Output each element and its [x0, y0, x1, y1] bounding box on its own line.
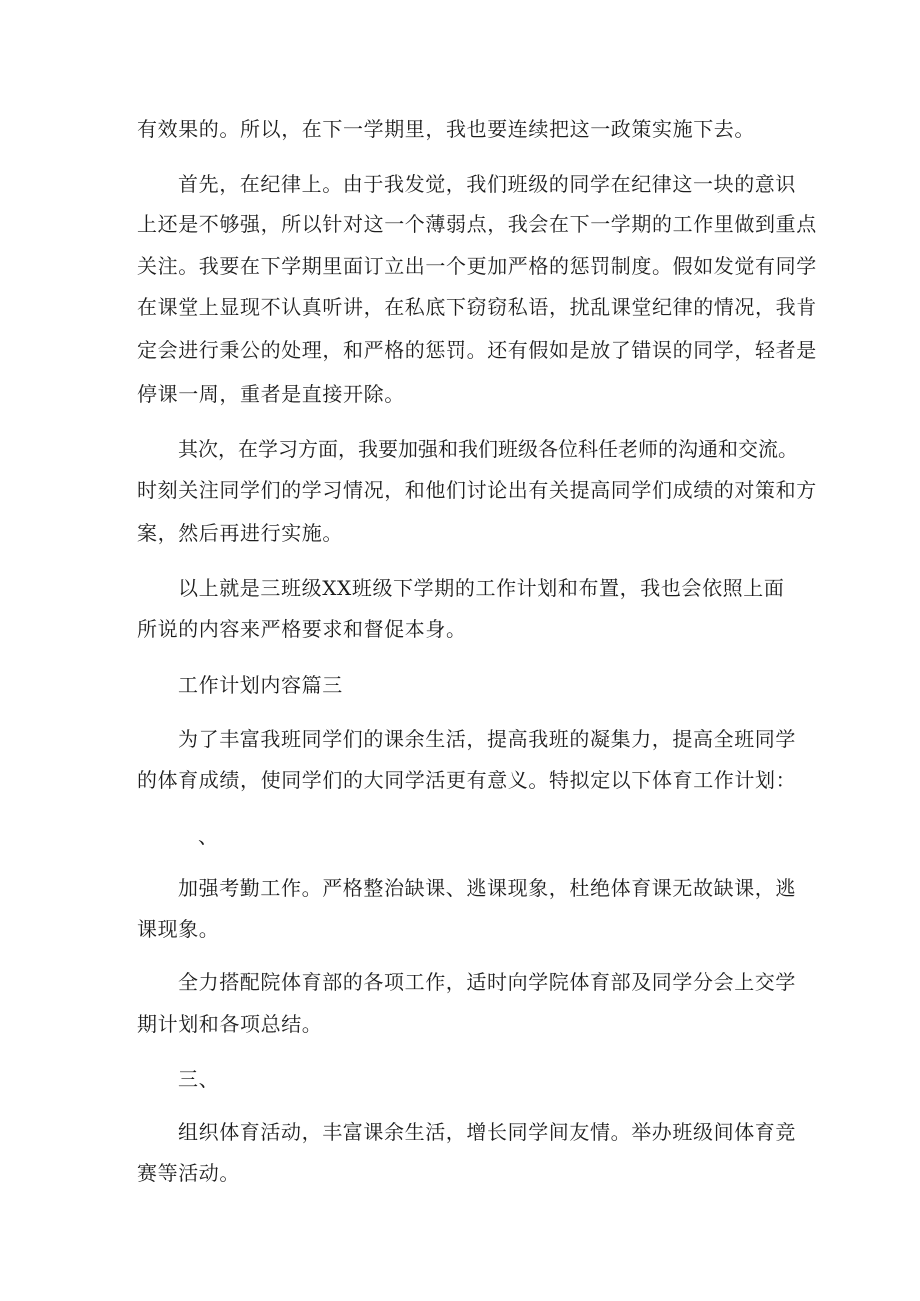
text-line: 关注。我要在下学期里面订立出一个更加严格的惩罚制度。假如发觉有同学 — [137, 254, 817, 278]
text-line: 案，然后再进行实施。 — [137, 521, 343, 545]
list-marker: 三、 — [178, 1067, 220, 1091]
text-line: 以上就是三班级XX班级下学期的工作计划和布置，我也会依照上面 — [178, 576, 785, 600]
text-line: 停课一周，重者是直接开除。 — [137, 382, 405, 406]
text-line: 首先，在纪律上。由于我发觉，我们班级的同学在纪律这一块的意识 — [178, 172, 796, 196]
text-line: 上还是不够强，所以针对这一个薄弱点，我会在下一学期的工作里做到重点 — [137, 212, 817, 236]
text-line: 期计划和各项总结。 — [137, 1012, 323, 1036]
text-line: 的体育成绩，使同学们的大同学活更有意义。特拟定以下体育工作计划： — [137, 768, 797, 792]
text-line: 有效果的。所以，在下一学期里，我也要连续把这一政策实施下去。 — [137, 117, 755, 141]
text-line: 时刻关注同学们的学习情况，和他们讨论出有关提高同学们成绩的对策和方 — [137, 478, 817, 502]
text-line: 在课堂上显现不认真听讲，在私底下窃窃私语，扰乱课堂纪律的情况，我肯 — [137, 295, 817, 319]
text-line: 定会进行秉公的处理，和严格的惩罚。还有假如是放了错误的同学，轻者是 — [137, 338, 817, 362]
text-line: 加强考勤工作。严格整治缺课、逃课现象，杜绝体育课无故缺课，逃 — [178, 876, 796, 900]
text-line: 其次，在学习方面，我要加强和我们班级各位科任老师的沟通和交流。 — [178, 437, 798, 461]
text-line: 为了丰富我班同学们的课余生活，提高我班的凝集力，提高全班同学 — [178, 727, 796, 751]
text-line: 组织体育活动，丰富课余生活，增长同学间友情。举办班级间体育竞 — [178, 1120, 796, 1144]
text-line: 课现象。 — [137, 917, 220, 941]
text-line: 全力搭配院体育部的各项工作，适时向学院体育部及同学分会上交学 — [178, 970, 796, 994]
text-line: 赛等活动。 — [137, 1161, 240, 1185]
list-marker: 、 — [198, 824, 219, 848]
text-line: 所说的内容来严格要求和督促本身。 — [137, 617, 467, 641]
section-heading: 工作计划内容篇三 — [178, 673, 343, 697]
